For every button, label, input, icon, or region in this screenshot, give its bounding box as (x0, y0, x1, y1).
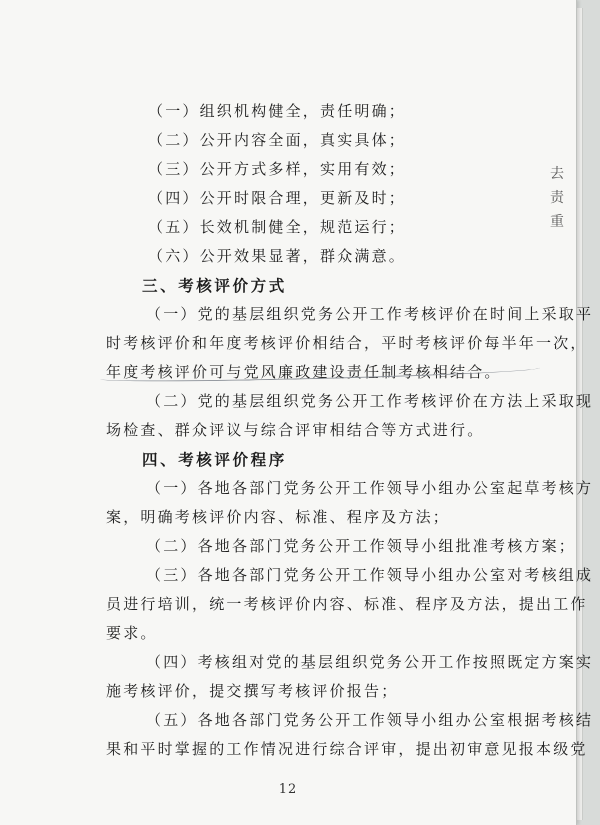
paragraph-line: （二）党的基层组织党务公开工作考核评价在方法上采取现 (146, 392, 594, 410)
list-item: （二）公开内容全面，真实具体； (148, 131, 407, 149)
paragraph-line: 要求。 (106, 624, 158, 642)
paragraph-line: （五）各地各部门党务公开工作领导小组办公室根据考核结 (146, 711, 594, 729)
paragraph-line: （四）考核组对党的基层组织党务公开工作按照既定方案实 (146, 653, 594, 671)
paragraph-line: 果和平时掌握的工作情况进行综合评审，提出初审意见报本级党 (106, 740, 588, 758)
list-item: （四）公开时限合理，更新及时； (148, 189, 407, 207)
page-number: 12 (278, 782, 298, 797)
paragraph-line: （三）各地各部门党务公开工作领导小组办公室对考核组成 (146, 566, 594, 584)
list-item: （一）组织机构健全，责任明确； (148, 102, 407, 120)
edge-char: 重 (550, 214, 564, 230)
paragraph-line: 案，明确考核评价内容、标准、程序及方法； (106, 508, 451, 526)
paragraph-line: 施考核评价，提交撰写考核评价报告； (106, 682, 399, 700)
edge-char: 责 (550, 190, 564, 206)
list-item: （三）公开方式多样，实用有效； (148, 160, 407, 178)
list-item: （六）公开效果显著，群众满意。 (148, 247, 407, 265)
paragraph-line: 年度考核评价可与党风廉政建设责任制考核相结合。 (106, 363, 502, 381)
paragraph-line: （一）党的基层组织党务公开工作考核评价在时间上采取平 (146, 305, 594, 323)
paragraph-line: （二）各地各部门党务公开工作领导小组批准考核方案； (146, 537, 577, 555)
edge-char: 去 (550, 166, 564, 182)
paragraph-line: 场检查、群众评议与综合评审相结合等方式进行。 (106, 421, 485, 439)
list-item: （五）长效机制健全，规范运行； (148, 218, 407, 236)
paragraph-line: （一）各地各部门党务公开工作领导小组办公室起草考核方 (146, 479, 594, 497)
paragraph-line: 员进行培训，统一考核评价内容、标准、程序及方法，提出工作 (106, 595, 588, 613)
section-heading: 三、考核评价方式 (142, 276, 287, 295)
paragraph-line: 时考核评价和年度考核评价相结合，平时考核评价每半年一次， (106, 334, 588, 352)
section-heading: 四、考核评价程序 (142, 450, 287, 469)
